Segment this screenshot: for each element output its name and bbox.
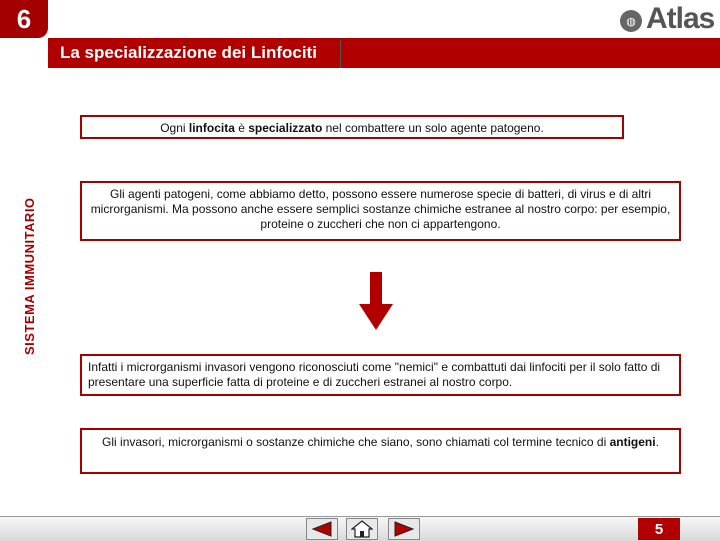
next-button[interactable]: [388, 518, 420, 540]
page-number-badge: [638, 518, 680, 540]
previous-button[interactable]: [306, 518, 338, 540]
side-section-label: SISTEMA IMMUNITARIO: [22, 197, 37, 355]
text-part: Gli invasori, microrganismi o sostanze chimiche che siano, sono chiamati col termine tecnico di: [102, 435, 610, 449]
down-arrow-icon: [359, 272, 393, 330]
title-divider: [340, 40, 341, 68]
atlas-globe-icon: ◍: [620, 10, 642, 32]
text-part: è: [234, 121, 249, 135]
chapter-number-badge: [0, 0, 48, 38]
keyword-antigeni: antigeni: [609, 435, 656, 449]
text-part: nel combattere un solo agente patogeno.: [322, 121, 544, 135]
page-number: 5: [654, 520, 664, 538]
page-title: La specializzazione dei Linfociti: [60, 43, 317, 62]
home-icon: [351, 520, 373, 538]
home-button[interactable]: [346, 518, 378, 540]
statement-box: [80, 115, 624, 139]
text-part: .: [655, 435, 659, 449]
pathogens-box: [80, 181, 681, 241]
text-part: Ogni: [160, 121, 189, 135]
chapter-number: 6: [16, 3, 32, 34]
left-triangle-icon: [311, 521, 333, 537]
right-triangle-icon: [393, 521, 415, 537]
keyword-linfocita: linfocita: [188, 121, 235, 135]
recognition-text: Infatti i microrganismi invasori vengono riconosciuti come "nemici" e combattuti dai linfociti per il solo fatto di presentare una superficie fatta di proteine e di zuccheri estranei al nostro corpo.: [88, 360, 661, 389]
pathogens-text: Gli agenti patogeni, come abbiamo detto, possono essere numerose specie di batteri, di virus e di altri microrganismi. Ma possono anche essere semplici sostanze chimiche estranee al nostro corpo: per esempio, proteine o zuccheri che non ci appartengono.: [90, 187, 671, 231]
recognition-box: [80, 354, 681, 396]
antigens-box: [80, 428, 681, 474]
atlas-logo: Atlas: [646, 2, 715, 35]
keyword-specializzato: specializzato: [248, 121, 323, 135]
